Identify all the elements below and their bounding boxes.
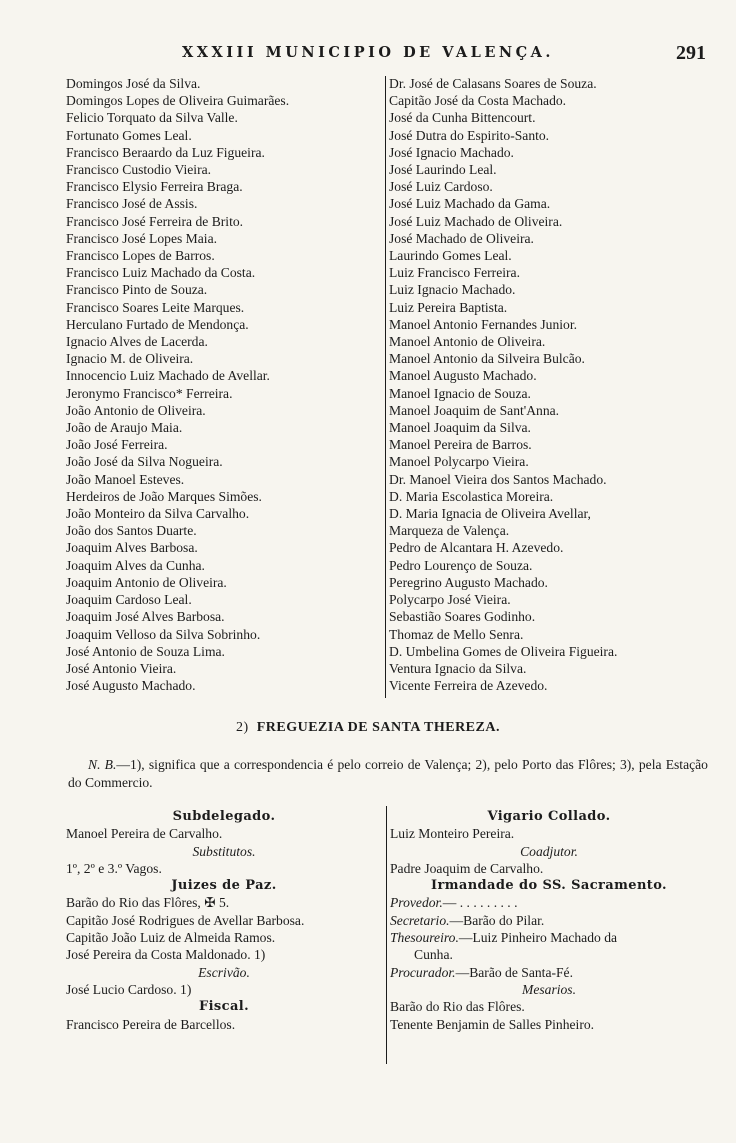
vigario-heading: Vigario Collado. [487, 809, 611, 824]
name-entry: D. Maria Ignacia de Oliveira Avellar, [389, 506, 591, 522]
name-entry: João de Araujo Maia. [66, 420, 183, 436]
name-entry: Joaquim Alves Barbosa. [66, 540, 198, 556]
name-entry: João dos Santos Duarte. [66, 523, 197, 539]
name-entry: Manoel Antonio Fernandes Junior. [389, 316, 578, 332]
name-entry: João Monteiro da Silva Carvalho. [66, 506, 250, 522]
name-entry: Francisco José Lopes Maia. [66, 230, 218, 246]
name-entry: João José Ferreira. [66, 437, 168, 453]
name-entry: Pedro Lourenço de Souza. [389, 557, 533, 573]
juiz-entry: Barão do Rio das Flôres, ✠ 5. [66, 895, 230, 911]
juiz-entry: José Pereira da Costa Maldonado. 1) [66, 947, 266, 963]
procurador-entry [390, 964, 708, 981]
name-entry: Joaquim José Alves Barbosa. [66, 609, 225, 625]
procurador-role: Procurador. [390, 964, 456, 980]
name-entry: Dr. Manoel Vieira dos Santos Machado. [389, 471, 607, 487]
thesoureiro-role: Thesoureiro. [390, 930, 459, 946]
name-entry: Herdeiros de João Marques Simões. [66, 488, 262, 504]
mesario-entry: Tenente Benjamin de Salles Pinheiro. [390, 1016, 595, 1032]
running-title: XXXIII MUNICIPIO DE VALENÇA. [182, 44, 554, 61]
name-entry: Francisco Lopes de Barros. [66, 248, 215, 264]
name-entry: Luiz Francisco Ferreira. [389, 265, 520, 281]
name-entry: Francisco Beraardo da Luz Figueira. [66, 144, 265, 160]
escrivao-heading: Escrivão. [198, 964, 250, 980]
name-entry: Herculano Furtado de Mendonça. [66, 316, 249, 332]
substitutos-heading: Substitutos. [192, 843, 256, 859]
name-entry: D. Maria Escolastica Moreira. [389, 488, 554, 504]
section-title-text: FREGUEZIA DE SANTA THEREZA. [256, 720, 500, 735]
name-entry: Polycarpo José Vieira. [389, 592, 511, 608]
subdelegado-name: Manoel Pereira de Carvalho. [66, 826, 223, 842]
column-divider [385, 76, 386, 698]
irmandade-heading: Irmandade do SS. Sacramento. [431, 878, 667, 894]
name-entry: Francisco Pinto de Souza. [66, 282, 208, 298]
juiz-entry: Capitão José Rodrigues de Avellar Barbosa. [66, 912, 305, 928]
name-entry: Ventura Ignacio da Silva. [389, 660, 527, 676]
juiz-entry: Capitão João Luiz de Almeida Ramos. [66, 930, 276, 946]
fiscal-name: Francisco Pereira de Barcellos. [66, 1016, 236, 1032]
provedor-value: — . . . . . . . . . [442, 895, 518, 911]
name-entry: Sebastião Soares Godinho. [389, 609, 536, 625]
name-entry: José Luiz Cardoso. [389, 179, 493, 195]
name-entry: Fortunato Gomes Leal. [66, 127, 192, 143]
note-paragraph [68, 756, 708, 791]
name-entry: Innocencio Luiz Machado de Avellar. [66, 368, 270, 384]
name-entry: Joaquim Antonio de Oliveira. [66, 574, 227, 590]
name-entry: José Ignacio Machado. [389, 144, 514, 160]
name-entry: José Antonio de Souza Lima. [66, 643, 225, 659]
name-entry: D. Umbelina Gomes de Oliveira Figueira. [389, 643, 618, 659]
name-entry: Domingos Lopes de Oliveira Guimarães. [66, 93, 290, 109]
right-name-list [389, 75, 617, 694]
fiscal-heading: Fiscal. [198, 999, 250, 1015]
name-entry: Francisco Soares Leite Marques. [66, 299, 245, 315]
note-label: N. B. [88, 757, 117, 772]
name-entry: José Dutra do Espirito-Santo. [389, 127, 550, 143]
name-entry: Domingos José da Silva. [66, 76, 201, 91]
name-entry: Joaquim Alves da Cunha. [66, 557, 205, 573]
name-entry: Dr. José de Calasans Soares de Souza. [389, 76, 597, 91]
name-entry: José Luiz Machado de Oliveira. [389, 213, 563, 229]
secretario-value: —Barão do Pilar. [449, 912, 545, 928]
secretario-role: Secretario. [390, 912, 450, 928]
name-entry: Ignacio Alves de Lacerda. [66, 334, 208, 350]
page-header [0, 44, 736, 70]
name-entry: José Augusto Machado. [66, 678, 196, 694]
name-entry: José Machado de Oliveira. [389, 230, 534, 246]
column-divider [386, 806, 387, 1064]
name-entry: Manoel Antonio da Silveira Bulcão. [389, 351, 585, 367]
name-entry: Francisco Custodio Vieira. [66, 162, 212, 178]
vigario-name: Luiz Monteiro Pereira. [390, 826, 515, 842]
name-entry: João Antonio de Oliveira. [66, 402, 206, 418]
name-entry: João José da Silva Nogueira. [66, 454, 223, 470]
thesoureiro-value: —Luiz Pinheiro Machado da [458, 930, 618, 946]
name-entry: José Laurindo Leal. [389, 162, 497, 178]
name-entry: Peregrino Augusto Machado. [389, 574, 548, 590]
name-entry: Manoel Antonio de Oliveira. [389, 334, 546, 350]
provedor-role: Provedor. [390, 895, 443, 911]
procurador-value: —Barão de Santa-Fé. [455, 964, 573, 980]
thesoureiro-continuation: Cunha. [414, 947, 453, 963]
juizes-heading: Juizes de Paz. [171, 878, 277, 894]
provedor-entry [390, 894, 708, 911]
section-number: 2) [236, 720, 249, 735]
officials-right [390, 808, 708, 1033]
name-entry: Laurindo Gomes Leal. [389, 248, 512, 264]
name-entry: Francisco José de Assis. [66, 196, 198, 212]
name-entry: Manoel Joaquim de Sant'Anna. [389, 402, 560, 418]
mesarios-heading: Mesarios. [522, 981, 576, 997]
coadjutor-name: Padre Joaquim de Carvalho. [390, 860, 544, 876]
officials-left [66, 808, 382, 1033]
name-entry: Felicio Torquato da Silva Valle. [66, 110, 238, 126]
coadjutor-heading: Coadjutor. [520, 843, 578, 859]
mesario-entry: Barão do Rio das Flôres. [390, 999, 525, 1015]
name-entry: Joaquim Velloso da Silva Sobrinho. [66, 626, 261, 642]
thesoureiro-entry [390, 929, 708, 946]
name-entry: Marqueza de Valença. [389, 523, 510, 539]
name-entry: Jeronymo Francisco* Ferreira. [66, 385, 233, 401]
name-entry: Ignacio M. de Oliveira. [66, 351, 194, 367]
secretario-entry [390, 912, 708, 929]
name-entry: Vicente Ferreira de Azevedo. [389, 678, 548, 694]
name-entry: José Antonio Vieira. [66, 660, 177, 676]
name-entry: Manoel Augusto Machado. [389, 368, 537, 384]
name-entry: Thomaz de Mello Senra. [389, 626, 524, 642]
name-entry: Luiz Pereira Baptista. [389, 299, 508, 315]
section-title [0, 720, 736, 736]
note-text: —1), significa que a correspondencia é pelo correio de Valença; 2), pelo Porto das Flôres; 3), pela Estação do Commercio. [68, 757, 708, 790]
name-entry: Manoel Ignacio de Souza. [389, 385, 531, 401]
escrivao-name: José Lucio Cardoso. 1) [66, 981, 192, 997]
left-name-list [66, 75, 289, 694]
name-entry: José da Cunha Bittencourt. [389, 110, 536, 126]
name-entry: Manoel Polycarpo Vieira. [389, 454, 529, 470]
name-entry: Pedro de Alcantara H. Azevedo. [389, 540, 564, 556]
name-entry: Francisco Elysio Ferreira Braga. [66, 179, 243, 195]
subdelegado-heading: Subdelegado. [172, 809, 276, 824]
name-entry: Joaquim Cardoso Leal. [66, 592, 192, 608]
name-entry: Francisco José Ferreira de Brito. [66, 213, 244, 229]
name-entry: José Luiz Machado da Gama. [389, 196, 551, 212]
substitutos-text: 1º, 2º e 3.º Vagos. [66, 860, 162, 876]
name-entry: Manoel Joaquim da Silva. [389, 420, 531, 436]
name-entry: Capitão José da Costa Machado. [389, 93, 567, 109]
name-entry: Luiz Ignacio Machado. [389, 282, 516, 298]
name-entry: João Manoel Esteves. [66, 471, 185, 487]
page-number: 291 [676, 42, 706, 64]
name-entry: Francisco Luiz Machado da Costa. [66, 265, 256, 281]
name-entry: Manoel Pereira de Barros. [389, 437, 532, 453]
